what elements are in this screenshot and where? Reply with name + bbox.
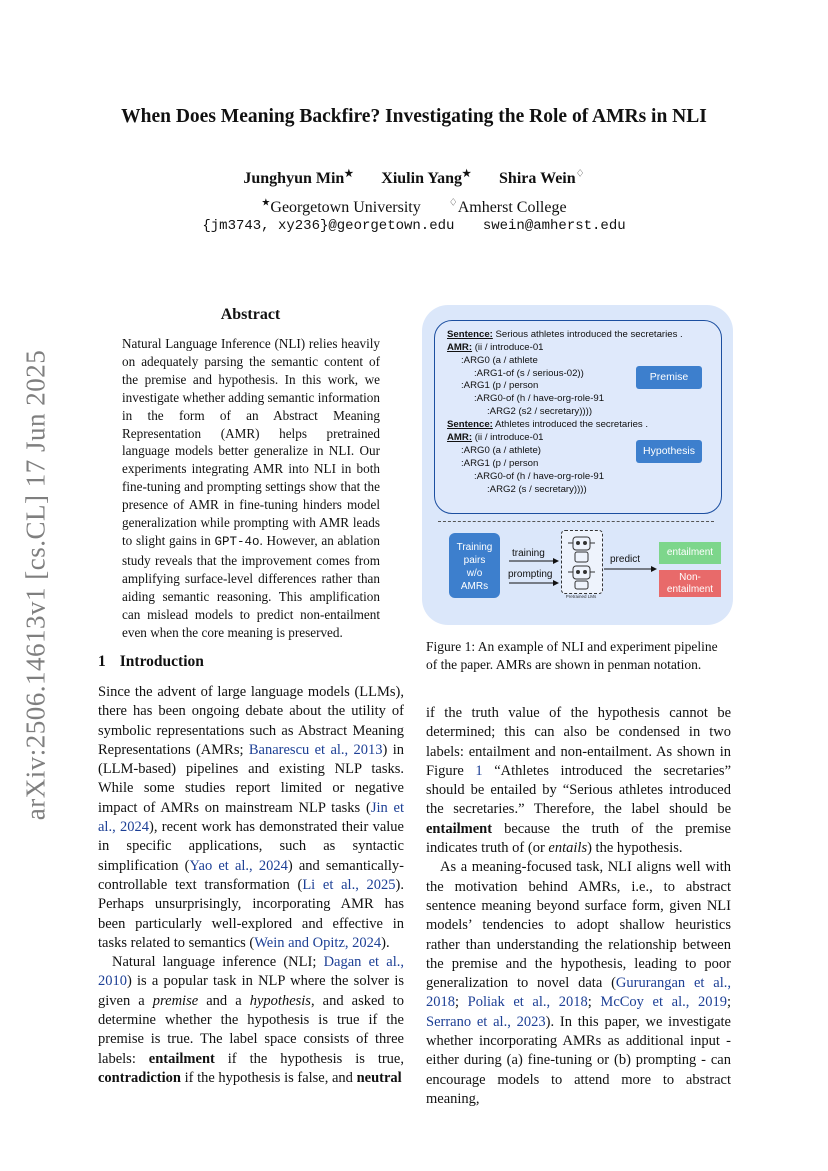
citation-link[interactable]: McCoy et al., 2019 (600, 994, 727, 1011)
entailment-box: entailment (659, 542, 721, 564)
box-line: entailment (666, 584, 714, 595)
author-mark: ★ (344, 169, 354, 180)
non-entailment-box (659, 570, 721, 597)
section-title: Introduction (119, 653, 204, 670)
paragraph: Since the advent of large language models (LLMs), there has been ongoing debate about the utility of symbolic representations such as Abstract Meaning Representations (AMRs; Banarescu et al., 2013) in (LLM-based) pipelines and existing NLP tasks. While some studies report limited or negative impact of AMRs on mainstream NLP tasks (Jin et al., 2024), recent work has demonstrated their value in specific applications, such as syntactic simplification (Yao et al., 2024) and semantically-controllable text transformation (Li et al., 2025). Perhaps unsurprisingly, incorporating AMR has been particularly well-explored and effective in tasks related to semantics (Wein and Opitz, 2024). (98, 684, 405, 951)
left-column (98, 683, 404, 1088)
amr-line: :ARG1-of (s / serious-02)) (474, 368, 584, 379)
author-name: Shira Wein (499, 170, 576, 188)
citation-link[interactable]: Yao et al., 2024 (189, 857, 288, 874)
author (499, 170, 585, 187)
paragraph: As a meaning-focused task, NLI aligns well with the motivation behind AMRs, i.e., to abstract sentence meaning beyond surface form, given NLI models’ tendencies to adopt shallow heuristics rather than understanding the relationship between the premise and the hypothesis, leading to poor generalization to novel data (Gururangan et al., 2018; Poliak et al., 2018; McCoy et al., 2019; Serrano et al., 2023). In this paper, we investigate whether incorporating AMRs as additional input - either during (a) fine-tuning or (b) prompting - can encourage models to attend more to abstract meaning, (426, 859, 731, 1107)
premise-tag: Premise (636, 366, 702, 389)
affiliation-mark: ★ (261, 198, 271, 209)
affiliation (261, 199, 420, 216)
email[interactable]: swein@amherst.edu (482, 218, 626, 234)
author-name: Xiulin Yang (381, 170, 463, 188)
author-mark: ★ (462, 169, 472, 180)
figure-caption: Figure 1: An example of NLI and experiment pipeline of the paper. AMRs are shown in penman notation. (426, 639, 718, 672)
affiliation-mark: ♢ (448, 198, 458, 209)
section-heading (98, 653, 204, 671)
paper-title: When Does Meaning Backfire? Investigating the Role of AMRs in NLI (121, 106, 707, 127)
model-caption: Pretrained LMs (565, 594, 597, 599)
citation-link[interactable]: Gururangan et al., 2018 (426, 975, 731, 1011)
amr-line: :ARG2 (s / secretary)))) (487, 484, 587, 495)
prompting-label: prompting (508, 569, 553, 580)
hypothesis-tag: Hypothesis (636, 440, 702, 463)
box-line: Non- (679, 572, 701, 583)
author-name: Junghyun Min (243, 170, 345, 188)
amr-line: :ARG0-of (h / have-org-role-91 (474, 393, 605, 404)
amr-line: :ARG0 (a / athlete (461, 355, 538, 366)
citation-link[interactable]: Li et al., 2025 (302, 876, 396, 893)
paragraph: Natural language inference (NLI; Dagan et al., 2010) is a popular task in NLP where the solver is given a premise and a hypothesis, and asked to determine whether the hypothesis is true if the premise is true. The label space consists of three labels: entailment if the hypothesis is true, contradiction if the hypothesis is false, and neutral (98, 954, 405, 1086)
amr-line: :ARG2 (s2 / secretary)))) (487, 406, 593, 417)
abstract-text (122, 335, 380, 641)
box-line: w/o (466, 568, 483, 579)
citation-link[interactable]: Dagan et al., 2010 (98, 954, 404, 990)
section-number: 1 (98, 653, 106, 670)
author (243, 170, 353, 187)
author-list (0, 169, 828, 188)
abstract-heading: Abstract (220, 306, 281, 323)
amr-line: :ARG0 (a / athlete) (461, 445, 541, 456)
model-name: GPT-4o (214, 534, 260, 549)
citation-link[interactable]: Jin et al., 2024 (98, 799, 404, 836)
arxiv-sidebar (16, 340, 56, 830)
box-line: Training (456, 542, 493, 553)
abstract-part: . However, an ablation study reveals that the improvement comes from amplifying surface-level differences rather than aiding semantic reasoning. This amplification can mislead models to predict non-entailment even when the core meaning is preserved. (122, 532, 380, 640)
author (381, 170, 471, 187)
predict-label: predict (610, 554, 641, 565)
pretrained-lm-box (561, 530, 603, 594)
amr-line: :ARG1 (p / person (461, 380, 539, 391)
hypothesis-sentence: Sentence: Athletes introduced the secretaries . (447, 419, 649, 430)
training-label: training (512, 548, 545, 559)
affiliations (0, 198, 828, 217)
amr-line: :ARG0-of (h / have-org-role-91 (474, 471, 605, 482)
email[interactable]: {jm3743, xy236}@georgetown.edu (202, 218, 455, 234)
citation-link[interactable]: Poliak et al., 2018 (467, 994, 588, 1011)
premise-amr: AMR: (ii / introduce-01 (447, 342, 544, 353)
figure-ref-link[interactable]: 1 (475, 762, 483, 779)
right-column (426, 704, 731, 1109)
arxiv-identifier: arXiv:2506.14613v1 [cs.CL] 17 Jun 2025 (20, 349, 51, 821)
citation-link[interactable]: Banarescu et al., 2013 (248, 741, 383, 758)
citation-link[interactable]: Serrano et al., 2023 (426, 1013, 546, 1030)
affiliation (449, 199, 567, 216)
paragraph: if the truth value of the hypothesis cannot be determined; this can also be condensed in two labels: entailment and non-entailment. As shown in Figure 1 “Athletes introduced the secretaries” should be entailed by “Serious athletes introduced the secretaries.” Therefore, the label should be entailment because the truth of the premise indicates truth of (or entails) the hypothesis. (426, 705, 732, 857)
affiliation-name: Georgetown University (270, 199, 421, 217)
figure-divider (438, 521, 714, 522)
amr-line: :ARG1 (p / person (461, 458, 539, 469)
emails (0, 218, 828, 234)
training-pairs-box (449, 533, 500, 598)
box-line: pairs (463, 555, 486, 566)
premise-sentence: Sentence: Serious athletes introduced the secretaries . (447, 329, 683, 340)
author-mark: ♢ (575, 169, 585, 180)
affiliation-name: Amherst College (457, 199, 567, 217)
box-line: AMRs (460, 581, 489, 592)
hypothesis-amr: AMR: (ii / introduce-01 (447, 432, 544, 443)
abstract-part: Natural Language Inference (NLI) relies heavily on adequately parsing the semantic content of the premise and hypothesis. In this work, we investigate whether adding semantic information in the form of an Abstract Meaning Representation (AMR) helps pretrained language models better generalize in NLI. Our experiments integrating AMR into NLI in both fine-tuning and prompting settings show that the presence of AMR in fine-tuning hinders model generalization while prompting with AMR leads to slight gains in (122, 336, 380, 548)
citation-link[interactable]: Wein and Opitz, 2024 (254, 934, 382, 951)
robot-icon (562, 531, 602, 593)
